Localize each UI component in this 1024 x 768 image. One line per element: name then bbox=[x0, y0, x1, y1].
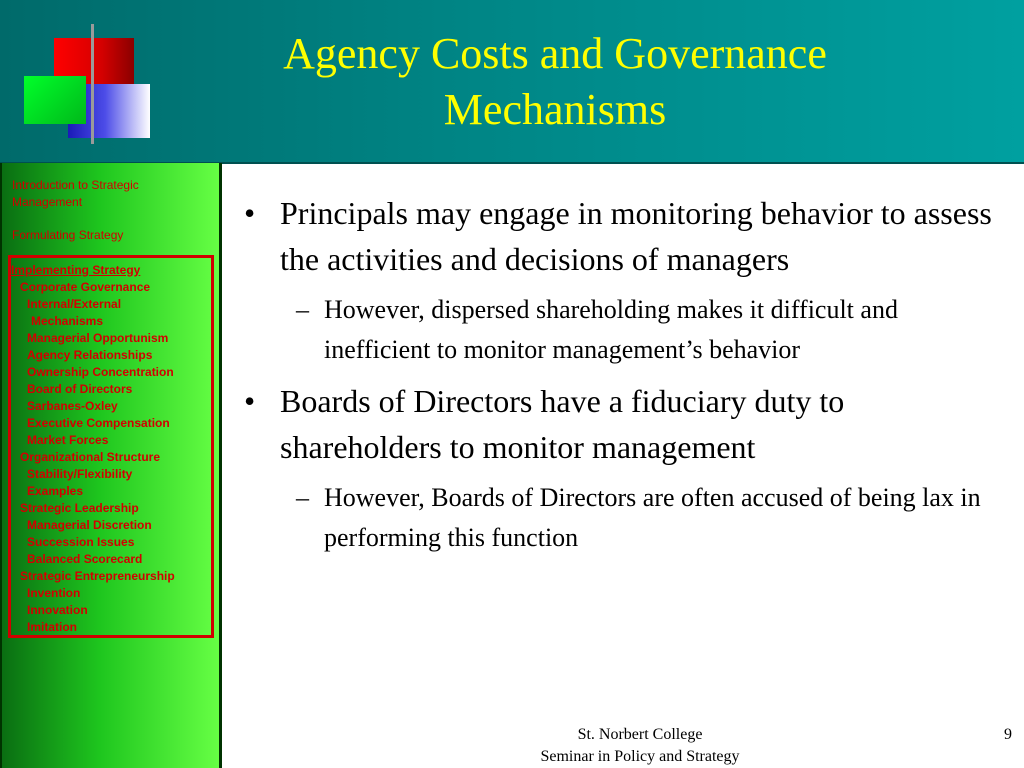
sidebar-item-innovation[interactable]: Innovation bbox=[27, 603, 88, 617]
sidebar-item-market-forces[interactable]: Market Forces bbox=[27, 433, 109, 447]
logo-green-square bbox=[24, 76, 86, 124]
sidebar-item-invention[interactable]: Invention bbox=[27, 586, 81, 600]
sidebar-item-mechanisms[interactable]: Mechanisms bbox=[31, 314, 104, 328]
bullet-text: Boards of Directors have a fiduciary duty to shareholders to monitor management bbox=[280, 383, 845, 465]
logo-divider bbox=[91, 24, 94, 144]
sidebar-link-introduction-cont[interactable]: Management bbox=[12, 195, 83, 209]
sub-bullet-item bbox=[240, 290, 1000, 370]
sidebar-link-formulating[interactable]: Formulating Strategy bbox=[12, 228, 124, 242]
sidebar-item-agency-relationships[interactable]: Agency Relationships bbox=[27, 348, 153, 362]
sidebar-item-balanced-scorecard[interactable]: Balanced Scorecard bbox=[27, 552, 143, 566]
sidebar-item-board-of-directors[interactable]: Board of Directors bbox=[27, 382, 133, 396]
slide-title-line2: Mechanisms bbox=[443, 85, 667, 134]
page-number: 9 bbox=[1004, 726, 1012, 743]
sidebar-outline bbox=[11, 262, 216, 636]
bullet-marker: • bbox=[244, 383, 256, 419]
sidebar-item-ownership-concentration[interactable]: Ownership Concentration bbox=[27, 365, 174, 379]
sidebar-item-stability-flexibility[interactable]: Stability/Flexibility bbox=[27, 467, 133, 481]
sidebar-item-strategic-entrepreneurship[interactable]: Strategic Entrepreneurship bbox=[20, 569, 175, 583]
sidebar-item-executive-compensation[interactable]: Executive Compensation bbox=[27, 416, 170, 430]
logo-graphic bbox=[18, 24, 158, 148]
sidebar-top-links bbox=[12, 177, 212, 244]
sidebar-item-imitation[interactable]: Imitation bbox=[27, 620, 77, 634]
sidebar-item-examples[interactable]: Examples bbox=[27, 484, 84, 498]
sidebar-item-internal-external[interactable]: Internal/External bbox=[27, 297, 122, 311]
slide-footer bbox=[440, 724, 840, 768]
sidebar bbox=[0, 163, 222, 768]
bullet-item bbox=[240, 190, 1000, 282]
bullet-item bbox=[240, 378, 1000, 470]
sidebar-link-introduction[interactable]: Introduction to Strategic bbox=[12, 178, 139, 192]
sidebar-item-strategic-leadership[interactable]: Strategic Leadership bbox=[20, 501, 139, 515]
sidebar-item-organizational-structure[interactable]: Organizational Structure bbox=[20, 450, 161, 464]
sidebar-item-succession-issues[interactable]: Succession Issues bbox=[27, 535, 135, 549]
sidebar-item-managerial-opportunism[interactable]: Managerial Opportunism bbox=[27, 331, 169, 345]
slide-title-line1: Agency Costs and Governance bbox=[283, 29, 827, 78]
slide-title bbox=[190, 26, 920, 146]
sub-bullet-marker: – bbox=[296, 483, 309, 512]
slide-body bbox=[240, 190, 1000, 558]
sidebar-item-corporate-governance[interactable]: Corporate Governance bbox=[20, 280, 151, 294]
sidebar-item-sarbanes-oxley[interactable]: Sarbanes-Oxley bbox=[27, 399, 118, 413]
slide-header bbox=[0, 0, 1024, 164]
sub-bullet-marker: – bbox=[296, 295, 309, 324]
sub-bullet-text: However, dispersed shareholding makes it difficult and inefficient to monitor management’s behavior bbox=[324, 295, 898, 364]
sub-bullet-text: However, Boards of Directors are often accused of being lax in performing this function bbox=[324, 483, 981, 552]
bullet-marker: • bbox=[244, 195, 256, 231]
sidebar-item-implementing-strategy[interactable]: Implementing Strategy bbox=[11, 263, 141, 277]
footer-course: Seminar in Policy and Strategy bbox=[540, 748, 740, 765]
sidebar-item-managerial-discretion[interactable]: Managerial Discretion bbox=[27, 518, 152, 532]
footer-institution: St. Norbert College bbox=[577, 726, 703, 743]
bullet-text: Principals may engage in monitoring behavior to assess the activities and decisions of managers bbox=[280, 195, 992, 277]
sub-bullet-item bbox=[240, 478, 1000, 558]
